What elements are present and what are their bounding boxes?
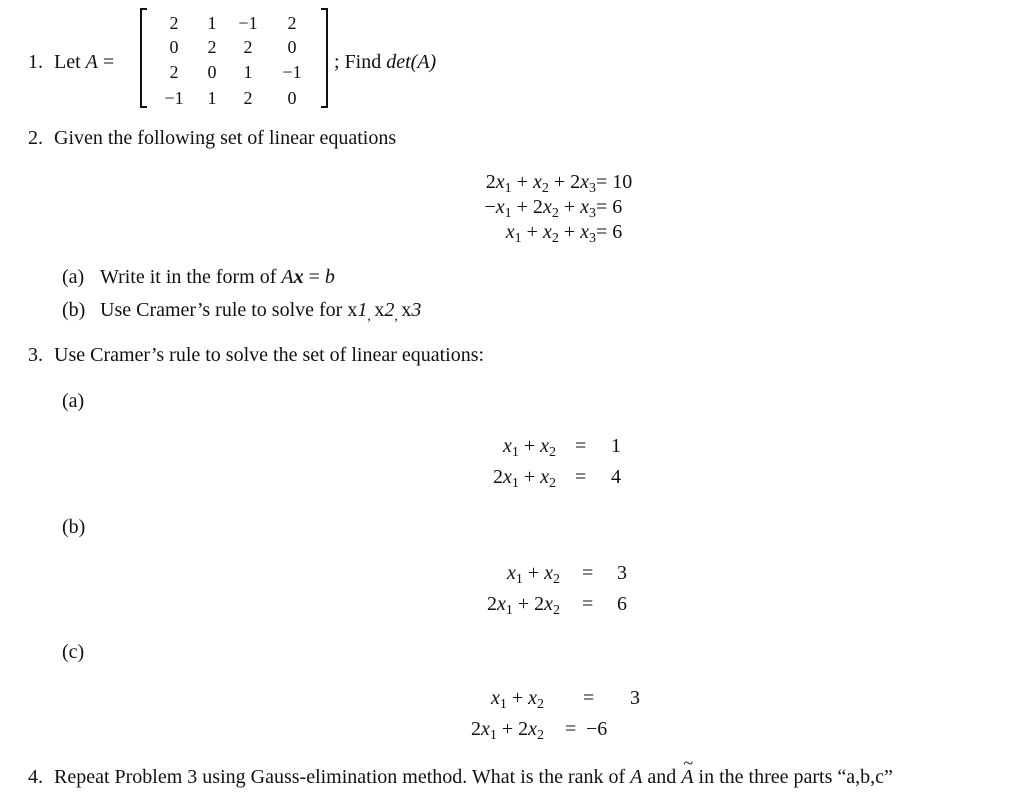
math-subscript: 1 <box>504 181 512 196</box>
matrix-cell: 2 <box>243 37 253 57</box>
problem-3-number: 3. <box>28 344 43 366</box>
math-subscript: 1 <box>515 572 523 587</box>
math-subscript: 3 <box>589 231 596 246</box>
math-subscript: , <box>394 309 402 324</box>
math-operator: x <box>347 299 358 321</box>
semicolon: ; <box>334 51 340 73</box>
equation-equals: = <box>582 593 594 615</box>
math-operator: 2 <box>486 593 497 615</box>
equation-lhs <box>506 562 560 587</box>
math-variable: x <box>544 593 553 615</box>
math-variable: x <box>544 562 553 584</box>
math-subscript: 3 <box>589 181 596 196</box>
matrix-cell: 2 <box>169 62 179 82</box>
matrix-cell: 2 <box>169 13 179 33</box>
problem-1-find <box>334 52 436 72</box>
math-operator: + <box>558 221 581 243</box>
equation-rhs: 3 <box>617 562 627 584</box>
matrix-cell: 0 <box>287 88 297 108</box>
math-variable: x <box>502 435 512 457</box>
problem-2-part-b-label: (b) <box>62 299 86 321</box>
math-variable: x <box>505 221 515 243</box>
math-operator: + <box>521 221 543 243</box>
problem-2-number: 2. <box>28 127 43 149</box>
math-operator: x <box>374 299 385 321</box>
matrix-cell: 1 <box>243 62 253 82</box>
equation-equals: = <box>582 562 594 584</box>
find-text: Find <box>344 51 382 73</box>
problem-2-part-a-text <box>100 267 335 287</box>
math-subscript: 2 <box>541 181 549 196</box>
math-subscript: 1 <box>489 728 497 743</box>
math-operator: + 2 <box>512 593 545 615</box>
math-subscript: 2 <box>553 603 560 618</box>
math-subscript: 1 <box>511 445 519 460</box>
equation-equals: = <box>583 687 595 709</box>
math-operator: + 2 <box>548 171 581 193</box>
math-subscript: 2 <box>549 476 556 491</box>
math-variable: x <box>580 221 589 243</box>
math-equals: = <box>303 266 325 288</box>
and-text: and <box>647 766 677 788</box>
problem-3-intro: Use Cramer’s rule to solve the set of linear equations: <box>54 344 485 366</box>
matrix-a <box>140 8 328 108</box>
problem-3-part-b-label: (b) <box>62 516 86 538</box>
math-subscript: 2 <box>537 697 544 712</box>
math-operator: + <box>522 562 545 584</box>
math-operator: + <box>558 196 581 218</box>
problem-4-number: 4. <box>28 766 43 788</box>
math-variable: x <box>528 718 537 740</box>
part-b-text: Use Cramer’s rule to solve for <box>100 299 343 321</box>
matrix-cell: −1 <box>164 88 184 108</box>
equation-lhs <box>485 171 596 196</box>
equation-rhs: = 6 <box>596 221 623 243</box>
equation-rhs: 6 <box>617 593 627 615</box>
math-variable: x <box>495 171 505 193</box>
math-variable: x <box>540 435 549 457</box>
problem-2-part-b-text <box>100 299 422 324</box>
matrix-cell: 2 <box>287 13 297 33</box>
equation-rhs: 3 <box>630 687 640 709</box>
math-subscript: 3 <box>589 206 596 221</box>
part-a-text: Write it in the form of <box>100 266 277 288</box>
math-subscript: 2 <box>551 231 559 246</box>
var-a-tilde: ~ A <box>681 767 693 787</box>
matrix-cell: 2 <box>207 37 217 57</box>
math-operator: − <box>484 196 496 218</box>
math-operator: + <box>518 435 541 457</box>
matrix-left-bracket <box>140 8 147 108</box>
math-a: A <box>281 266 294 288</box>
equation-equals: = <box>575 466 587 488</box>
equation-equals: = <box>575 435 587 457</box>
matrix-cell: −1 <box>282 62 302 82</box>
equals-sign: = <box>102 51 115 73</box>
matrix-cell: 0 <box>207 62 217 82</box>
math-variable: x <box>542 196 552 218</box>
math-variable: x <box>495 196 505 218</box>
equation-rhs: = 6 <box>596 196 623 218</box>
equation-rhs: 1 <box>611 435 621 457</box>
problem-3-part-c-label: (c) <box>62 641 85 663</box>
math-variable: x <box>580 196 589 218</box>
math-operator: + <box>518 466 541 488</box>
part-b-variables <box>347 299 422 324</box>
matrix-right-bracket <box>321 8 328 108</box>
matrix-cell: −1 <box>238 13 258 33</box>
math-operator: + <box>506 687 529 709</box>
math-subscript: 2 <box>553 572 560 587</box>
matrix-cell: 1 <box>207 88 217 108</box>
problem-4-text <box>54 767 893 787</box>
equation-lhs <box>502 435 556 460</box>
math-operator: x <box>401 299 412 321</box>
problem-3-part-a-label: (a) <box>62 390 85 412</box>
det-expression: det(A) <box>386 51 437 73</box>
math-variable: x <box>496 593 506 615</box>
equation-equals: = <box>565 718 577 740</box>
problem-4-text-2: in the three parts “a,b,c” <box>698 766 893 788</box>
problem-4-text-1: Repeat Problem 3 using Gauss-elimination method. What is the rank of <box>54 766 626 788</box>
math-b: b <box>324 266 335 288</box>
math-variable: 1 <box>357 299 368 321</box>
math-subscript: , <box>367 309 375 324</box>
equation-lhs <box>484 196 596 221</box>
equation-lhs <box>470 718 544 743</box>
equation-rhs: = 10 <box>596 171 633 193</box>
matrix-cell: 0 <box>287 37 297 57</box>
equation-rhs: −6 <box>586 718 608 740</box>
problem-1-number: 1. <box>28 51 43 73</box>
math-x-bold: x <box>293 266 304 288</box>
problem-2-intro: Given the following set of linear equations <box>54 127 397 149</box>
matrix-cell: 0 <box>169 37 179 57</box>
math-variable: x <box>542 221 552 243</box>
equation-lhs <box>486 593 560 618</box>
math-operator: 2 <box>492 466 503 488</box>
problem-2-part-a-label: (a) <box>62 266 85 288</box>
math-operator: + 2 <box>511 196 543 218</box>
math-operator: 2 <box>470 718 481 740</box>
equation-lhs <box>505 221 596 246</box>
var-a: A <box>630 766 643 788</box>
math-variable: x <box>580 171 589 193</box>
math-subscript: 1 <box>511 476 519 491</box>
math-subscript: 2 <box>537 728 544 743</box>
math-variable: x <box>480 718 490 740</box>
math-variable: x <box>490 687 500 709</box>
math-variable: x <box>506 562 516 584</box>
math-variable: x <box>532 171 542 193</box>
equation-rhs: 4 <box>611 466 621 488</box>
math-variable: x <box>502 466 512 488</box>
problem-1-let <box>54 52 114 72</box>
math-operator: + <box>511 171 533 193</box>
math-subscript: 1 <box>499 697 507 712</box>
math-subscript: 1 <box>504 206 512 221</box>
math-operator: + 2 <box>496 718 529 740</box>
matrix-cell: 2 <box>243 88 253 108</box>
math-variable: 3 <box>411 299 422 321</box>
math-variable: x <box>540 466 549 488</box>
math-subscript: 1 <box>514 231 522 246</box>
matrix-cell: 1 <box>207 13 217 33</box>
math-subscript: 1 <box>505 603 513 618</box>
math-subscript: 2 <box>549 445 556 460</box>
var-a: A <box>85 51 98 73</box>
equation-lhs <box>490 687 544 712</box>
math-operator: 2 <box>485 171 496 193</box>
math-variable: x <box>528 687 537 709</box>
equation-lhs <box>492 466 556 491</box>
let-text: Let <box>54 51 81 73</box>
math-variable: 2 <box>384 299 395 321</box>
math-subscript: 2 <box>551 206 559 221</box>
